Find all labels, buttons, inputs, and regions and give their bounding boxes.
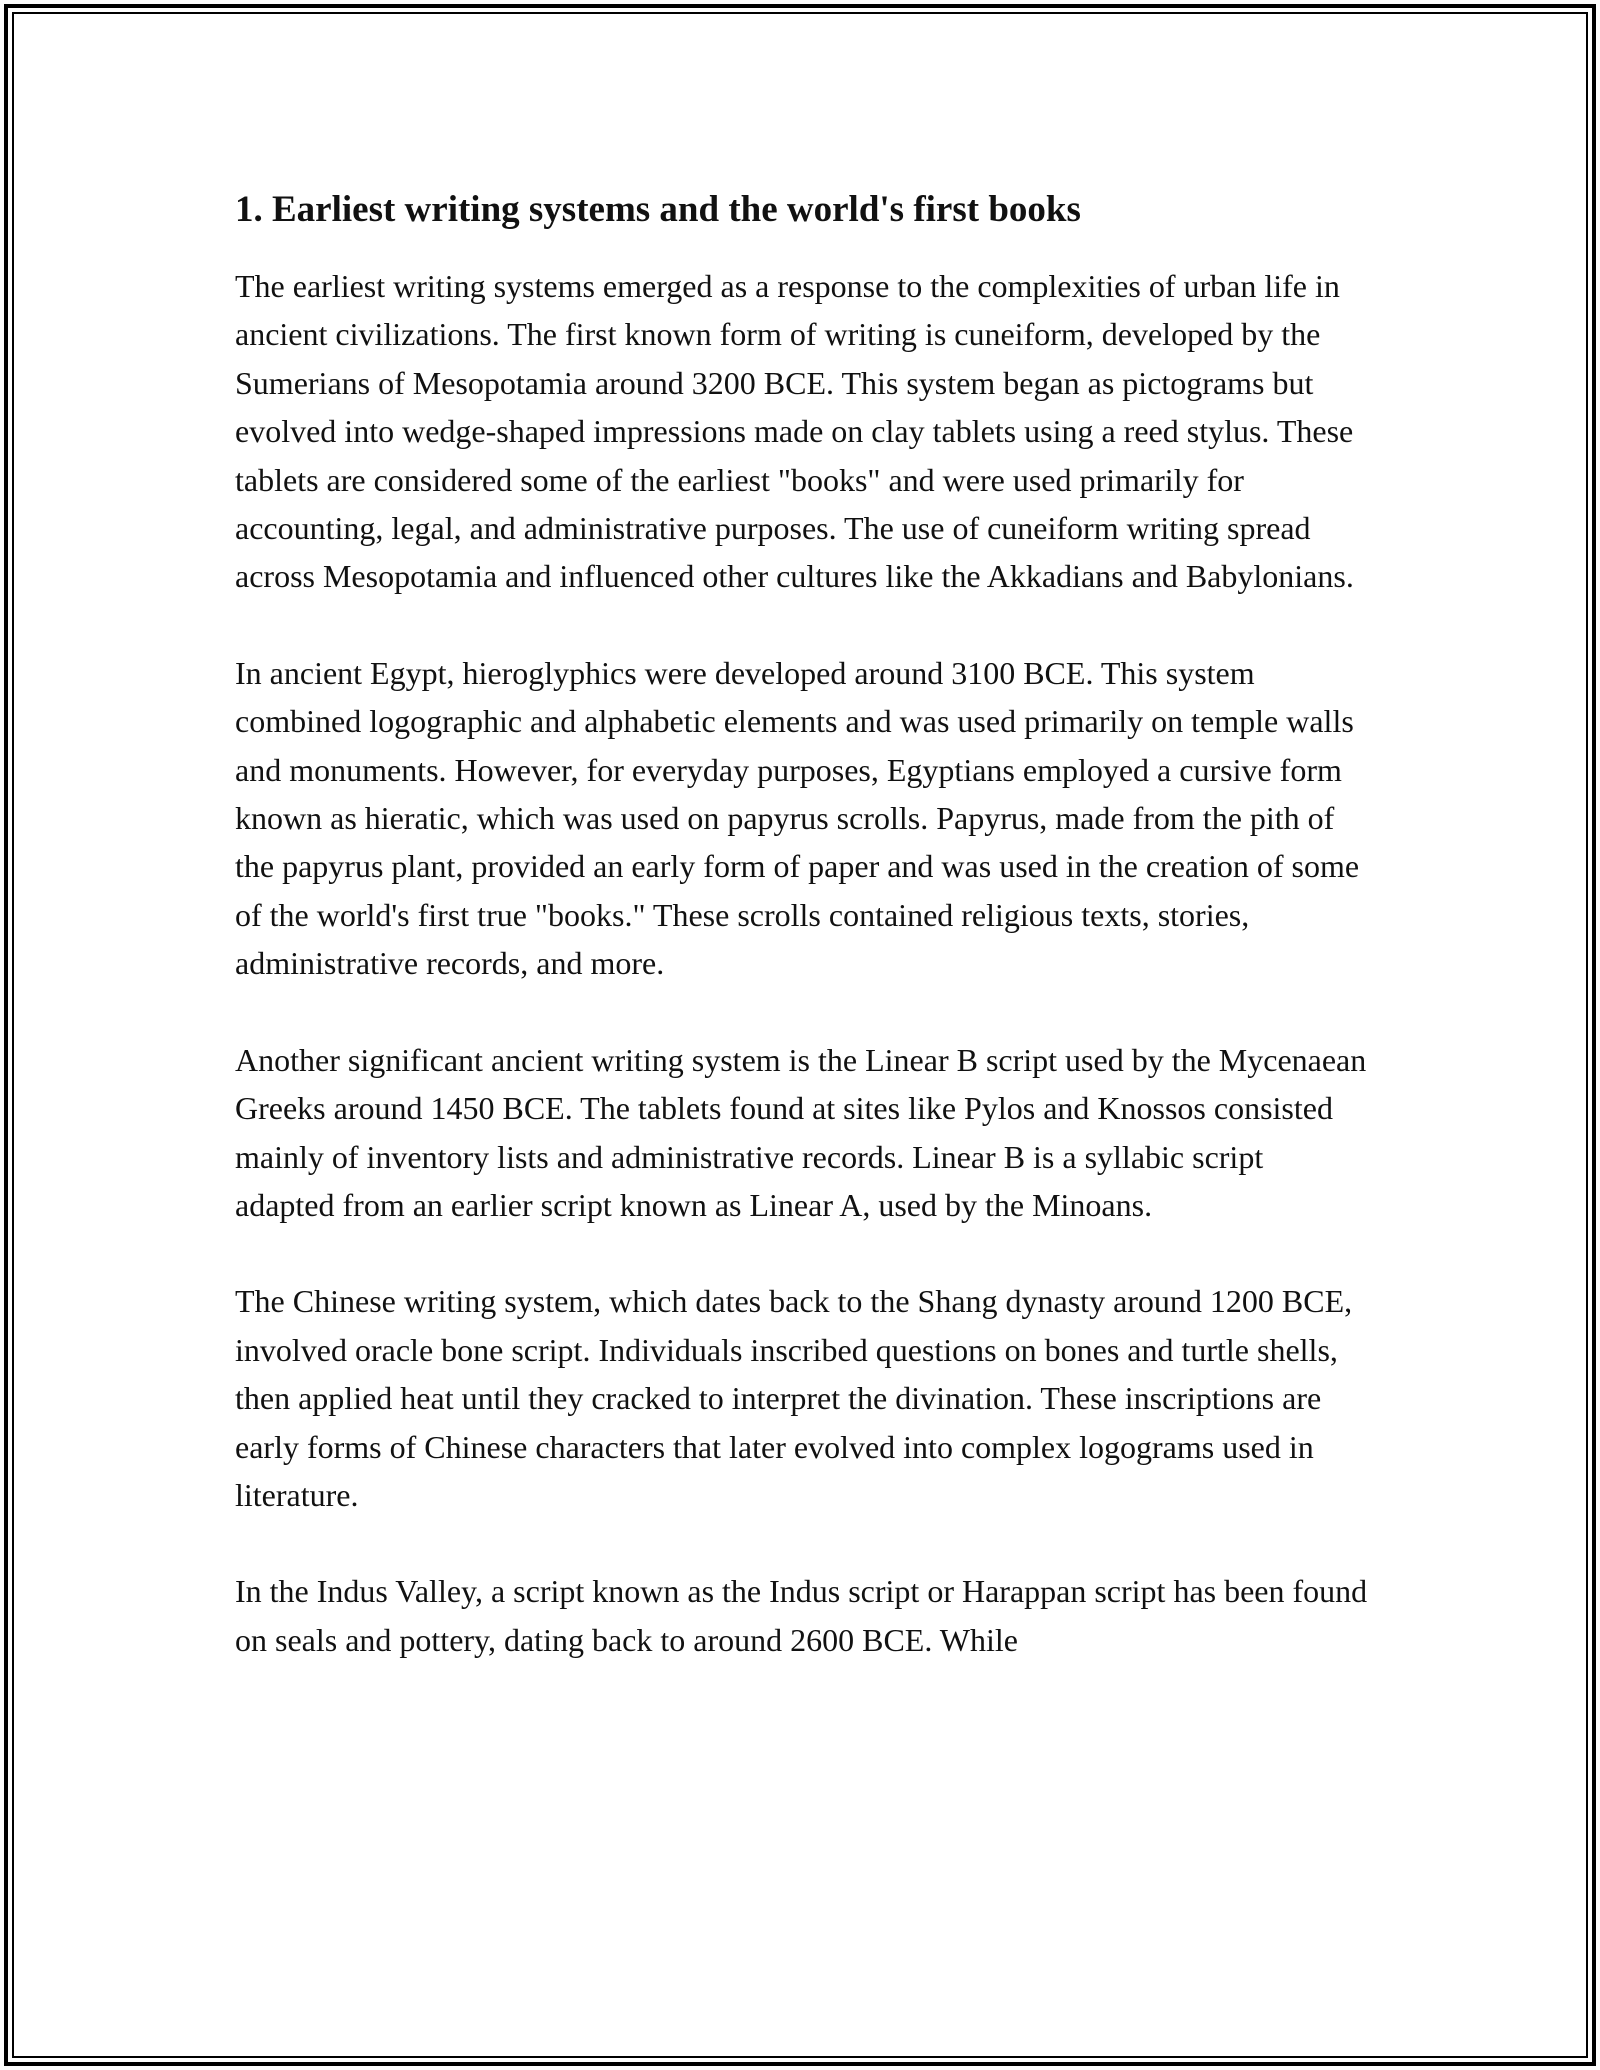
document-body [235, 186, 1370, 1664]
paragraph-linear-b: Another significant ancient writing system is the Linear B script used by the Mycenaean Greeks around 1450 BCE. The tablets found at sites like Pylos and Knossos consisted mainly of inventory lists and administrative records. Linear B is a syllabic script adapted from an earlier script known as Linear A, used by the Minoans. [235, 1041, 1367, 1223]
paragraph-egypt: In ancient Egypt, hieroglyphics were developed around 3100 BCE. This system combined logographic and alphabetic elements and was used primarily on temple walls and monuments. However, for everyday purposes, Egyptians employed a cursive form known as hieratic, which was used on papyrus scrolls. Papyrus, made from the pith of the papyrus plant, provided an early form of paper and was used in the creation of some of the world's first true "books." These scrolls contained religious texts, stories, administrative records, and more. [235, 654, 1360, 982]
paragraph-cuneiform: The earliest writing systems emerged as a response to the complexities of urban life in ancient civilizations. The first known form of writing is cuneiform, developed by the Sumerians of Mesopotamia around 3200 BCE. This system began as pictograms but evolved into wedge-shaped impressions made on clay tablets using a reed stylus. These tablets are considered some of the earliest "books" and were used primarily for accounting, legal, and administrative purposes. The use of cuneiform writing spread across Mesopotamia and influenced other cultures like the Akkadians and Babylonians. [235, 268, 1354, 595]
section-heading: 1. Earliest writing systems and the world's first books [235, 189, 1081, 230]
paragraph-indus: In the Indus Valley, a script known as the Indus script or Harappan script has been found on seals and pottery, dating back to around 2600 BCE. While [235, 1573, 1368, 1658]
paragraph-chinese: The Chinese writing system, which dates back to the Shang dynasty around 1200 BCE, involved oracle bone script. Individuals inscribed questions on bones and turtle shells, then applied heat until they cracked to interpret the divination. These inscriptions are early forms of Chinese characters that later evolved into complex logograms used in literature. [235, 1283, 1353, 1513]
